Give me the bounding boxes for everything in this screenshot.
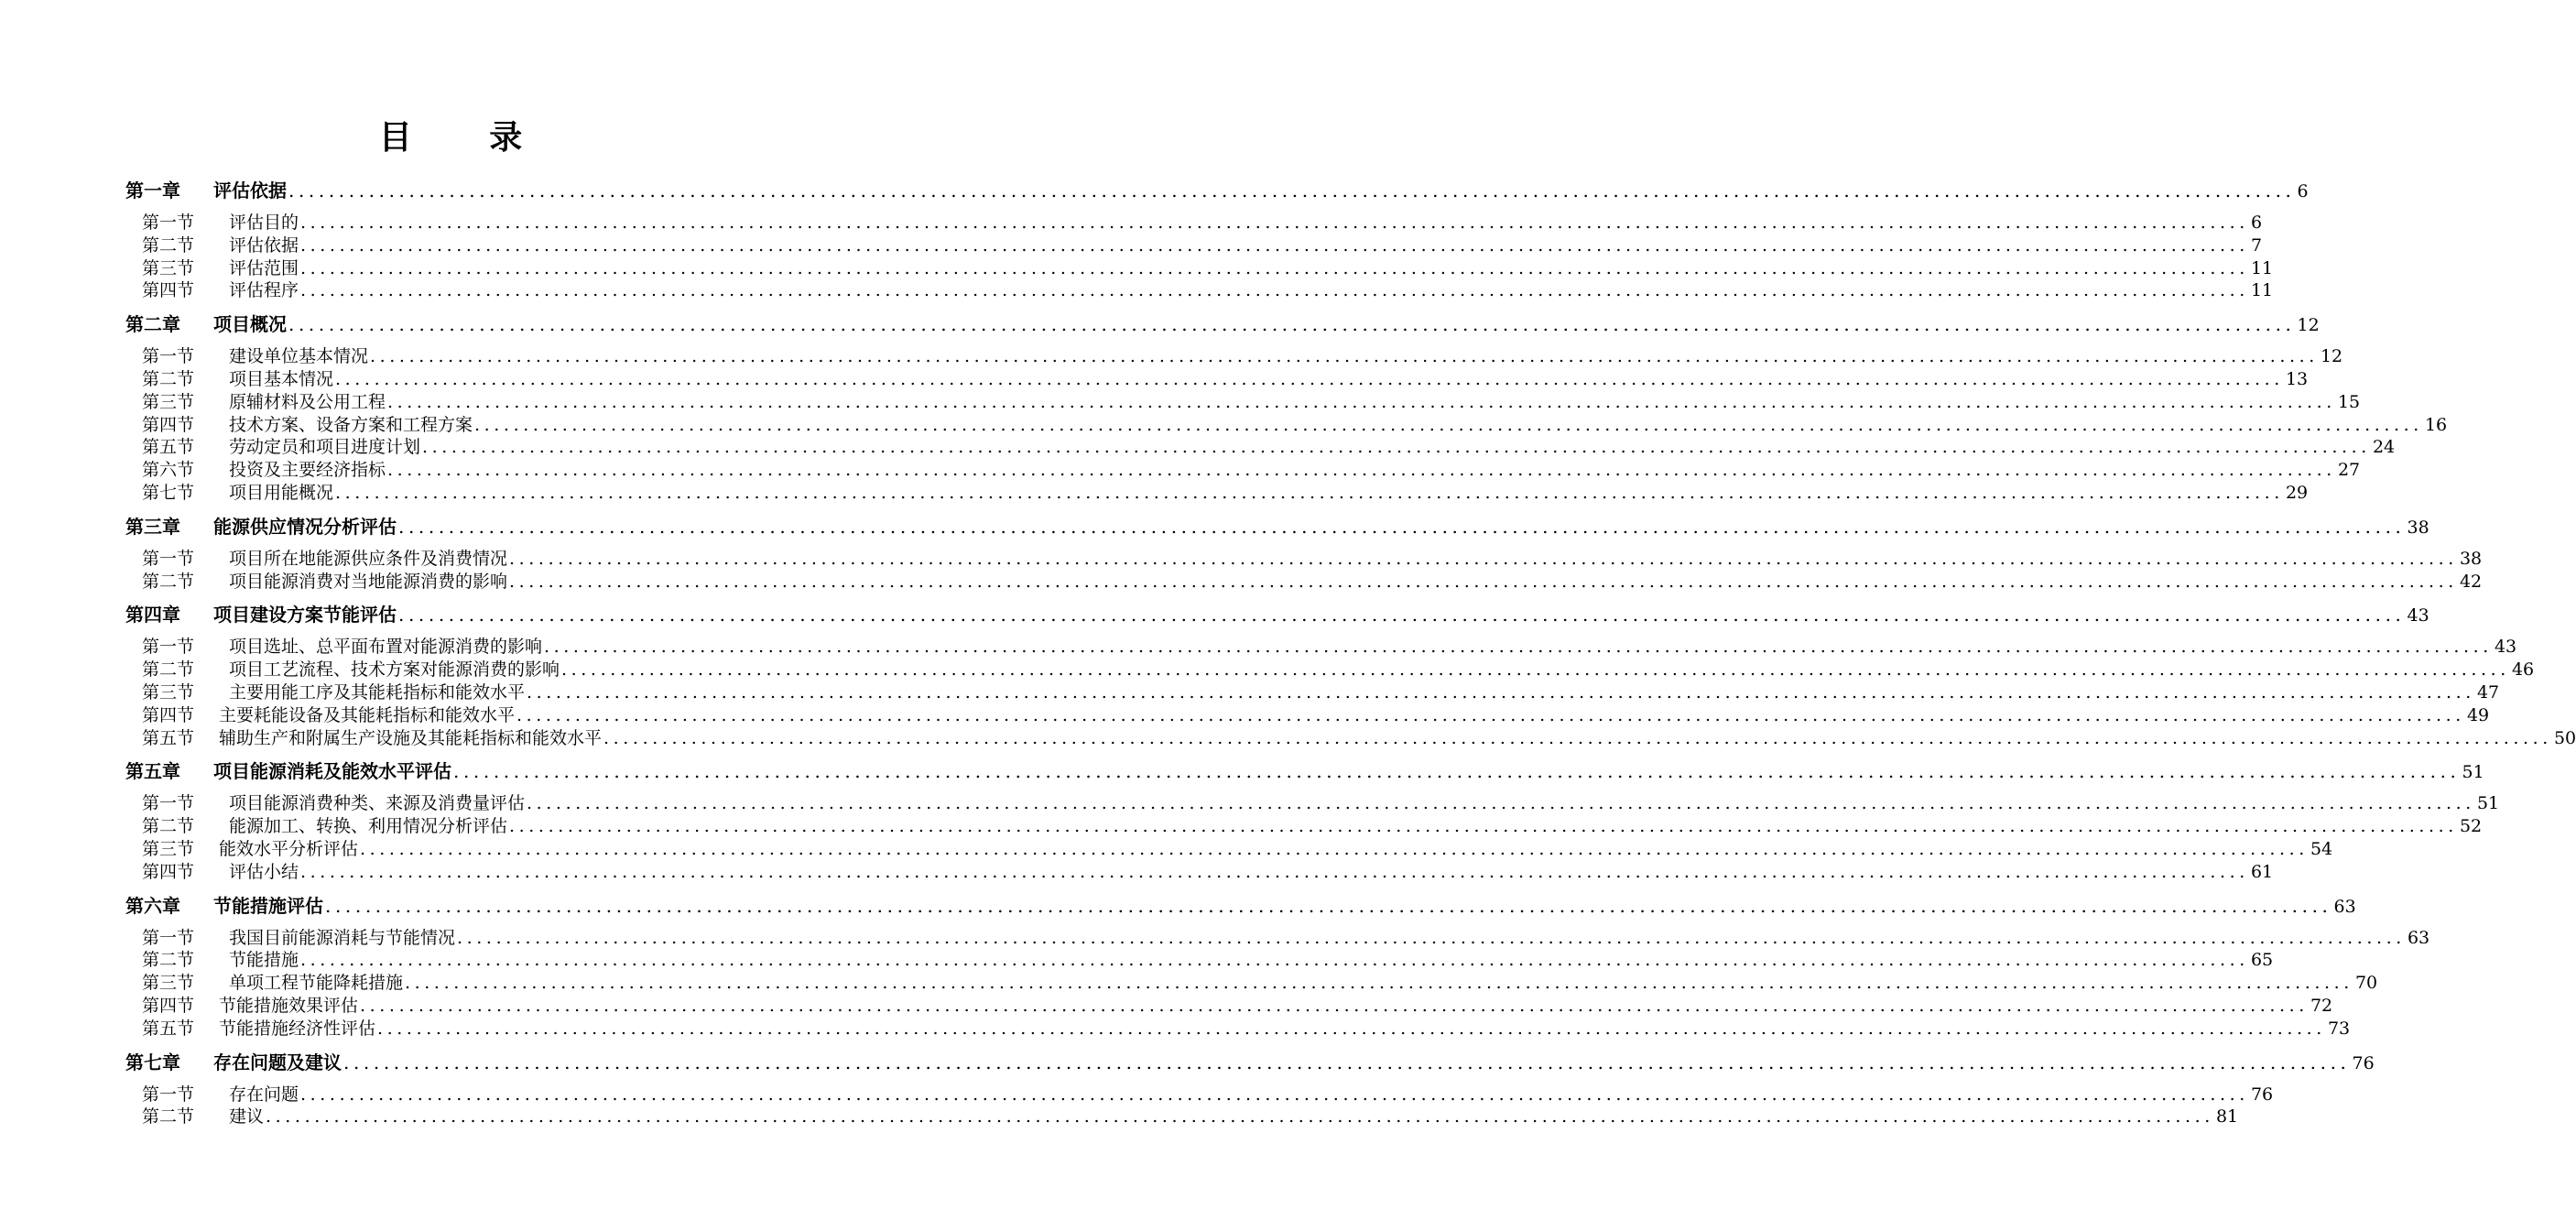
section-number: 第二节 [142,368,195,389]
section-page-number: 51 [2476,793,2500,814]
dot-leader: ........................................................................................................................................................................................................ [360,995,2309,1016]
section-page-number: 11 [2250,257,2274,278]
toc-section-row [125,727,2576,750]
section-number: 第一节 [142,1084,195,1105]
toc-chapter-row [125,1051,2375,1074]
section-title: 建议 [229,1106,265,1128]
dot-leader: ........................................................................................................................................................................................................ [509,571,2458,592]
section-number: 第三节 [142,681,195,703]
section-page-number: 29 [2285,482,2309,503]
toc-section-row [125,815,2483,838]
section-page-number: 13 [2285,368,2309,389]
toc-section-row [125,704,2490,727]
section-title: 建设单位基本情况 [229,346,369,367]
toc-section-row [125,548,2483,571]
section-title: 存在问题 [229,1084,299,1105]
section-number: 第四节 [142,861,195,882]
dot-leader: ........................................................................................................................................................................................................ [453,760,2461,783]
section-number: 第一节 [142,793,195,814]
section-title: 投资及主要经济指标 [229,460,386,481]
toc-section-row [125,257,2274,280]
section-page-number: 50 [2553,727,2576,748]
section-title: 主要耗能设备及其能耗指标和能效水平 [219,704,516,725]
dot-leader: ........................................................................................................................................................................................................ [516,704,2465,725]
chapter-page-number: 63 [2333,896,2356,917]
chapter-title: 存在问题及建议 [213,1051,342,1073]
section-page-number: 65 [2250,950,2274,971]
toc-section-row [125,792,2500,815]
toc-chapter-row [125,760,2484,783]
toc-section-row [125,1084,2274,1106]
chapter-number: 第二章 [125,313,180,336]
section-title: 项目能源消费种类、来源及消费量评估 [229,793,526,814]
section-number: 第一节 [142,548,195,569]
section-number: 第二节 [142,1106,195,1128]
section-title: 评估依据 [229,234,299,256]
toc-section-row [125,972,2378,995]
dot-leader: ........................................................................................................................................................................................................ [300,234,2249,256]
dot-leader: ........................................................................................................................................................................................................ [398,515,2406,538]
toc-section-row [125,436,2396,459]
dot-leader: ........................................................................................................................................................................................................ [335,368,2284,389]
dot-leader: ........................................................................................................................................................................................................ [561,659,2510,681]
toc-chapter-row [125,313,2320,336]
section-title: 评估程序 [229,280,299,301]
section-page-number: 54 [2310,838,2333,859]
page-title: 目 录 [378,118,556,157]
toc-section-row [125,838,2333,861]
section-title: 劳动定员和项目进度计划 [229,437,421,458]
chapter-number: 第三章 [125,515,180,538]
dot-leader: ........................................................................................................................................................................................................ [387,460,2336,481]
dot-leader: ........................................................................................................................................................................................................ [300,257,2249,278]
section-page-number: 11 [2250,280,2274,301]
section-title: 评估范围 [229,257,299,278]
section-title: 能源加工、转换、利用情况分析评估 [229,816,508,837]
dot-leader: ........................................................................................................................................................................................................ [527,793,2475,814]
toc-section-row [125,861,2274,884]
chapter-title: 能源供应情况分析评估 [213,515,397,538]
section-title: 技术方案、设备方案和工程方案 [229,414,473,435]
section-page-number: 73 [2327,1018,2351,1039]
section-title: 辅助生产和附属生产设施及其能耗指标和能效水平 [219,727,603,748]
dot-leader: ........................................................................................................................................................................................................ [300,1084,2249,1105]
section-title: 节能措施 [229,950,299,971]
dot-leader: ........................................................................................................................................................................................................ [300,212,2249,233]
section-title: 项目能源消费对当地能源消费的影响 [229,571,508,592]
section-number: 第三节 [142,973,195,994]
dot-leader: ........................................................................................................................................................................................................ [288,313,2296,336]
section-page-number: 12 [2320,346,2343,367]
toc-section-row [125,995,2333,1018]
section-number: 第一节 [142,212,195,233]
dot-leader: ........................................................................................................................................................................................................ [343,1051,2351,1073]
section-page-number: 38 [2459,548,2483,569]
section-number: 第一节 [142,637,195,658]
chapter-number: 第一章 [125,180,180,202]
chapter-title: 评估依据 [213,180,287,202]
section-number: 第五节 [142,437,195,458]
section-number: 第二节 [142,571,195,592]
section-title: 能效水平分析评估 [219,838,359,859]
section-title: 项目选址、总平面布置对能源消费的影响 [229,637,543,658]
section-page-number: 7 [2250,234,2263,256]
section-page-number: 52 [2459,816,2483,837]
section-page-number: 15 [2337,391,2361,412]
dot-leader: ........................................................................................................................................................................................................ [398,604,2406,626]
dot-leader: ........................................................................................................................................................................................................ [325,894,2332,917]
dot-leader: ........................................................................................................................................................................................................ [509,816,2458,837]
toc-section-row [125,368,2309,391]
section-page-number: 6 [2250,212,2263,233]
section-number: 第五节 [142,727,195,748]
toc-section-row [125,927,2430,950]
section-page-number: 72 [2310,995,2333,1016]
section-number: 第二节 [142,816,195,837]
dot-leader: ........................................................................................................................................................................................................ [544,637,2493,658]
dot-leader: ........................................................................................................................................................................................................ [377,1018,2326,1039]
toc-section-row [125,659,2535,681]
table-of-contents [125,180,2576,1128]
toc-chapter-row [125,180,2309,202]
chapter-number: 第七章 [125,1051,180,1073]
dot-leader: ........................................................................................................................................................................................................ [300,950,2249,971]
toc-section-row [125,414,2448,437]
section-number: 第五节 [142,1018,195,1039]
section-number: 第三节 [142,257,195,278]
section-number: 第三节 [142,838,195,859]
section-number: 第一节 [142,346,195,367]
section-page-number: 81 [2215,1106,2239,1128]
section-page-number: 24 [2372,437,2396,458]
section-number: 第二节 [142,234,195,256]
section-page-number: 46 [2511,659,2535,681]
dot-leader: ........................................................................................................................................................................................................ [335,482,2284,503]
toc-chapter-row [125,604,2429,626]
section-title: 原辅材料及公用工程 [229,391,386,412]
section-number: 第一节 [142,927,195,948]
chapter-page-number: 6 [2297,181,2309,202]
section-title: 主要用能工序及其能耗指标和能效水平 [229,681,526,703]
dot-leader: ........................................................................................................................................................................................................ [300,861,2249,882]
chapter-page-number: 43 [2407,605,2429,626]
toc-section-row [125,949,2274,972]
section-number: 第三节 [142,391,195,412]
section-page-number: 61 [2250,861,2274,882]
toc-section-row [125,636,2517,659]
section-number: 第四节 [142,704,195,725]
section-page-number: 16 [2424,414,2448,435]
dot-leader: ........................................................................................................................................................................................................ [603,727,2552,748]
toc-section-row [125,345,2343,368]
section-title: 项目基本情况 [229,368,334,389]
section-title: 单项工程节能降耗措施 [229,973,404,994]
section-page-number: 49 [2466,704,2490,725]
section-page-number: 63 [2407,927,2430,948]
dot-leader: ........................................................................................................................................................................................................ [288,180,2296,202]
section-page-number: 42 [2459,571,2483,592]
dot-leader: ........................................................................................................................................................................................................ [509,548,2458,569]
dot-leader: ........................................................................................................................................................................................................ [527,681,2475,703]
toc-section-row [125,279,2274,302]
toc-chapter-row [125,515,2429,539]
toc-section-row [125,1106,2239,1128]
section-number: 第六节 [142,460,195,481]
section-title: 评估小结 [229,861,299,882]
section-page-number: 70 [2354,973,2378,994]
section-title: 我国目前能源消耗与节能情况 [229,927,456,948]
dot-leader: ........................................................................................................................................................................................................ [360,838,2309,859]
toc-section-row [125,391,2361,414]
toc-section-row [125,482,2309,505]
toc-section-row [125,234,2263,257]
section-title: 项目所在地能源供应条件及消费情况 [229,548,508,569]
chapter-page-number: 38 [2407,517,2429,538]
section-title: 节能措施经济性评估 [219,1018,376,1039]
section-number: 第四节 [142,280,195,301]
chapter-number: 第四章 [125,604,180,626]
chapter-title: 节能措施评估 [213,894,323,917]
chapter-number: 第六章 [125,894,180,917]
dot-leader: ........................................................................................................................................................................................................ [370,346,2319,367]
dot-leader: ........................................................................................................................................................................................................ [300,280,2249,301]
section-page-number: 27 [2337,460,2361,481]
dot-leader: ........................................................................................................................................................................................................ [387,391,2336,412]
dot-leader: ........................................................................................................................................................................................................ [405,973,2353,994]
section-number: 第二节 [142,659,195,681]
chapter-title: 项目能源消耗及能效水平评估 [213,760,451,783]
chapter-number: 第五章 [125,760,180,783]
toc-section-row [125,212,2263,234]
section-title: 节能措施效果评估 [219,995,359,1016]
section-title: 评估目的 [229,212,299,233]
section-title: 项目工艺流程、技术方案对能源消费的影响 [229,659,560,681]
toc-section-row [125,1018,2351,1040]
toc-section-row [125,681,2500,704]
section-number: 第二节 [142,950,195,971]
dot-leader: ........................................................................................................................................................................................................ [266,1106,2214,1128]
section-title: 项目用能概况 [229,482,334,503]
section-page-number: 76 [2250,1084,2274,1105]
toc-chapter-row [125,894,2356,918]
chapter-title: 项目建设方案节能评估 [213,604,397,626]
dot-leader: ........................................................................................................................................................................................................ [422,437,2371,458]
chapter-title: 项目概况 [213,313,287,336]
chapter-page-number: 51 [2462,762,2484,783]
chapter-page-number: 12 [2297,315,2320,336]
dot-leader: ........................................................................................................................................................................................................ [457,927,2406,948]
toc-section-row [125,459,2361,482]
section-number: 第四节 [142,414,195,435]
section-page-number: 43 [2494,637,2517,658]
toc-section-row [125,571,2483,594]
section-number: 第七节 [142,482,195,503]
dot-leader: ........................................................................................................................................................................................................ [474,414,2423,435]
section-page-number: 47 [2476,681,2500,703]
section-number: 第四节 [142,995,195,1016]
chapter-page-number: 76 [2352,1052,2375,1073]
